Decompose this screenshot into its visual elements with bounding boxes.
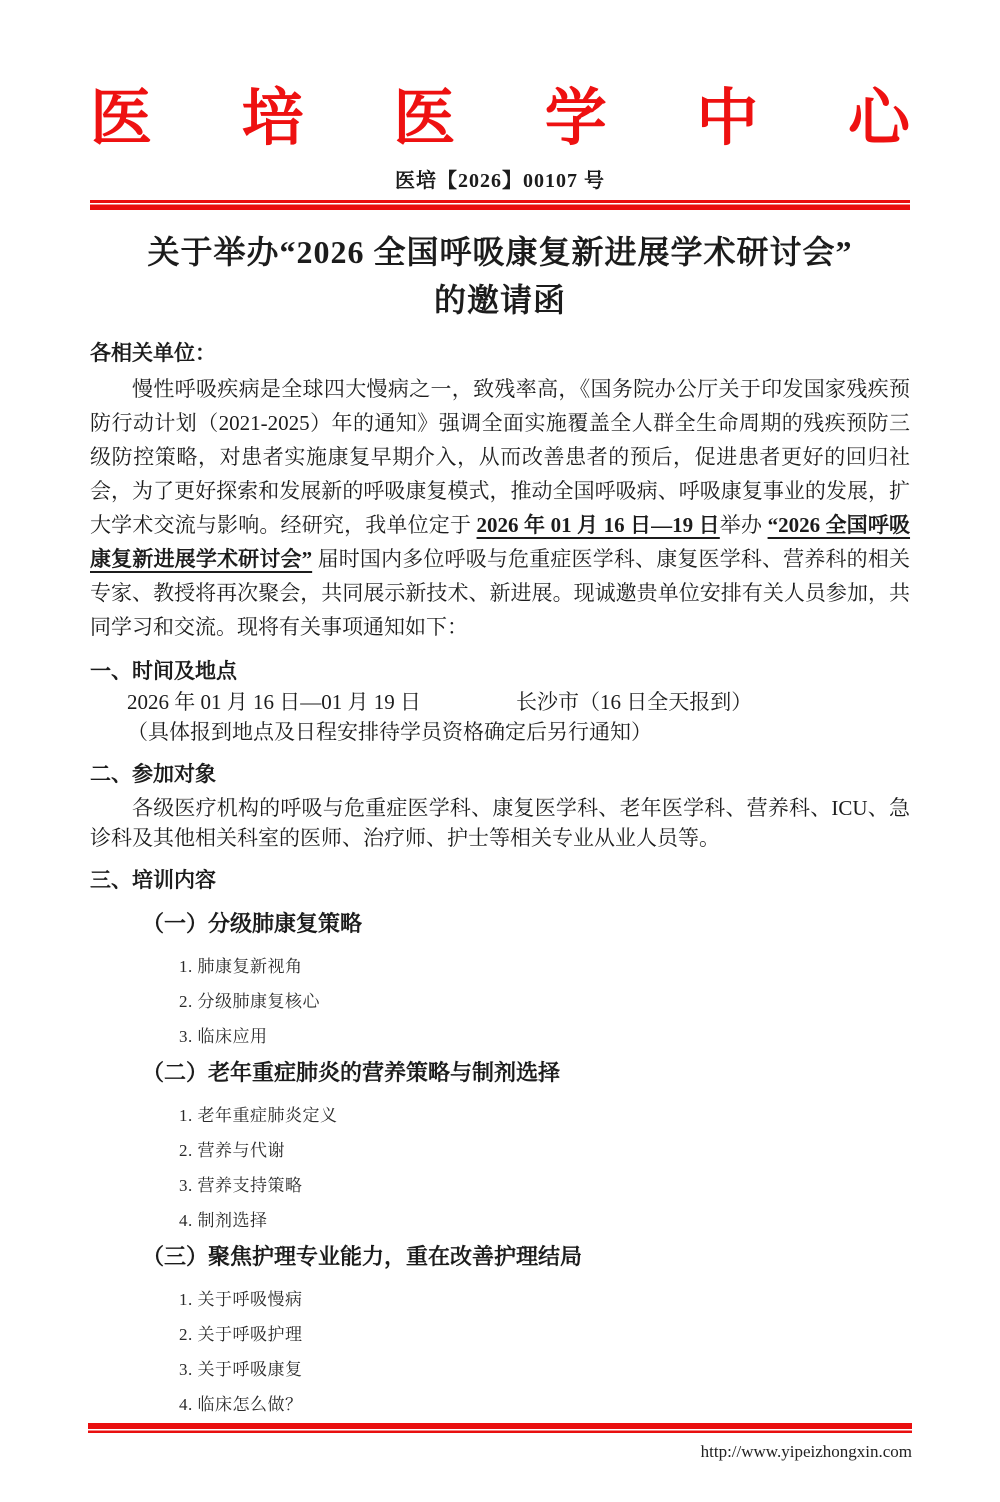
org-name-char: 医 xyxy=(393,85,456,153)
document-title xyxy=(90,228,910,324)
intro-text-1: 慢性呼吸疾病是全球四大慢病之一，致残率高，《国务院办公厅关于印发国家残疾预防行动计划（2021-2025）年的通知》强调全面实施覆盖全人群全生命周期的残疾预防三级防控策略，对患者实施康复早期介入，从而改善患者的预后，促进患者更好的回归社会，为了更好探索和发展新的呼吸康复模式，推动全国呼吸病、呼吸康复事业的发展，扩大学术交流与影响。经研究，我单位定于 xyxy=(90,377,910,537)
org-name xyxy=(90,85,910,153)
list-item: 4. 临床怎么做？ xyxy=(179,1395,303,1414)
list-item: 2. 关于呼吸护理 xyxy=(179,1325,303,1344)
salutation: 各相关单位： xyxy=(90,341,216,365)
intro-paragraph xyxy=(90,372,910,644)
list-item: 2. 营养与代谢 xyxy=(179,1141,285,1160)
list-item: 1. 肺康复新视角 xyxy=(179,957,303,976)
footer-website-url: http://www.yipeizhongxin.com xyxy=(700,1442,912,1461)
intro-date-emphasis: 2026 年 01 月 16 日—19 日 xyxy=(476,513,720,537)
list-item: 1. 老年重症肺炎定义 xyxy=(179,1106,338,1125)
org-name-char: 中 xyxy=(696,85,759,153)
org-name-char: 培 xyxy=(241,85,304,153)
intro-text-3: 届时国内多位呼吸与危重症医学科、康复医学科、营养科的相关专家、教授将再次聚会，共同展示新技术、新进展。现诚邀贵单位安排有关人员参加，共同学习和交流。现将有关事项通知如下： xyxy=(90,547,911,639)
list-item: 2. 分级肺康复核心 xyxy=(179,992,320,1011)
list-item: 3. 临床应用 xyxy=(179,1027,268,1046)
list-item: 3. 营养支持策略 xyxy=(179,1176,303,1195)
section-1-note: （具体报到地点及日程安排待学员资格确定后另行通知） xyxy=(127,720,652,744)
org-name-char: 心 xyxy=(847,85,910,153)
subsection-2-title: （二）老年重症肺炎的营养策略与制剂选择 xyxy=(142,1060,561,1085)
list-item: 1. 关于呼吸慢病 xyxy=(179,1290,303,1309)
intro-conference-emphasis: “2026 全国呼吸康复新进展学术研讨会” xyxy=(90,513,911,571)
letter-body xyxy=(90,228,910,1413)
section-1-heading: 一、时间及地点 xyxy=(90,659,237,683)
org-name-char: 医 xyxy=(90,85,153,153)
section-1-datetime-place xyxy=(90,687,910,717)
letterhead xyxy=(90,85,910,210)
section-3-heading: 三、培训内容 xyxy=(90,868,216,892)
org-name-char: 学 xyxy=(544,85,607,153)
footer-divider-line xyxy=(88,1423,912,1433)
list-item: 4. 制剂选择 xyxy=(179,1211,268,1230)
event-place: 长沙市（16 日全天报到） xyxy=(516,690,753,714)
section-2-body: 各级医疗机构的呼吸与危重症医学科、康复医学科、老年医学科、营养科、ICU、急诊科及其他相关科室的医师、治疗师、护士等相关专业从业人员等。 xyxy=(90,796,910,850)
section-2-heading: 二、参加对象 xyxy=(90,762,216,786)
header-divider-line xyxy=(90,200,910,210)
document-title-line2: 的邀请函 xyxy=(433,282,566,318)
document-page xyxy=(0,85,1000,1461)
event-datetime: 2026 年 01 月 16 日—01 月 19 日 xyxy=(127,690,421,714)
doc-number: 医培【2026】00107 号 xyxy=(395,170,605,192)
subsection-3-title: （三）聚焦护理专业能力，重在改善护理结局 xyxy=(142,1244,583,1269)
subsection-1-title: （一）分级肺康复策略 xyxy=(142,911,363,936)
intro-text-2: 举办 xyxy=(719,513,768,537)
list-item: 3. 关于呼吸康复 xyxy=(179,1360,303,1379)
page-footer xyxy=(88,1416,912,1462)
document-title-line1: 关于举办“2026 全国呼吸康复新进展学术研讨会” xyxy=(147,234,853,270)
